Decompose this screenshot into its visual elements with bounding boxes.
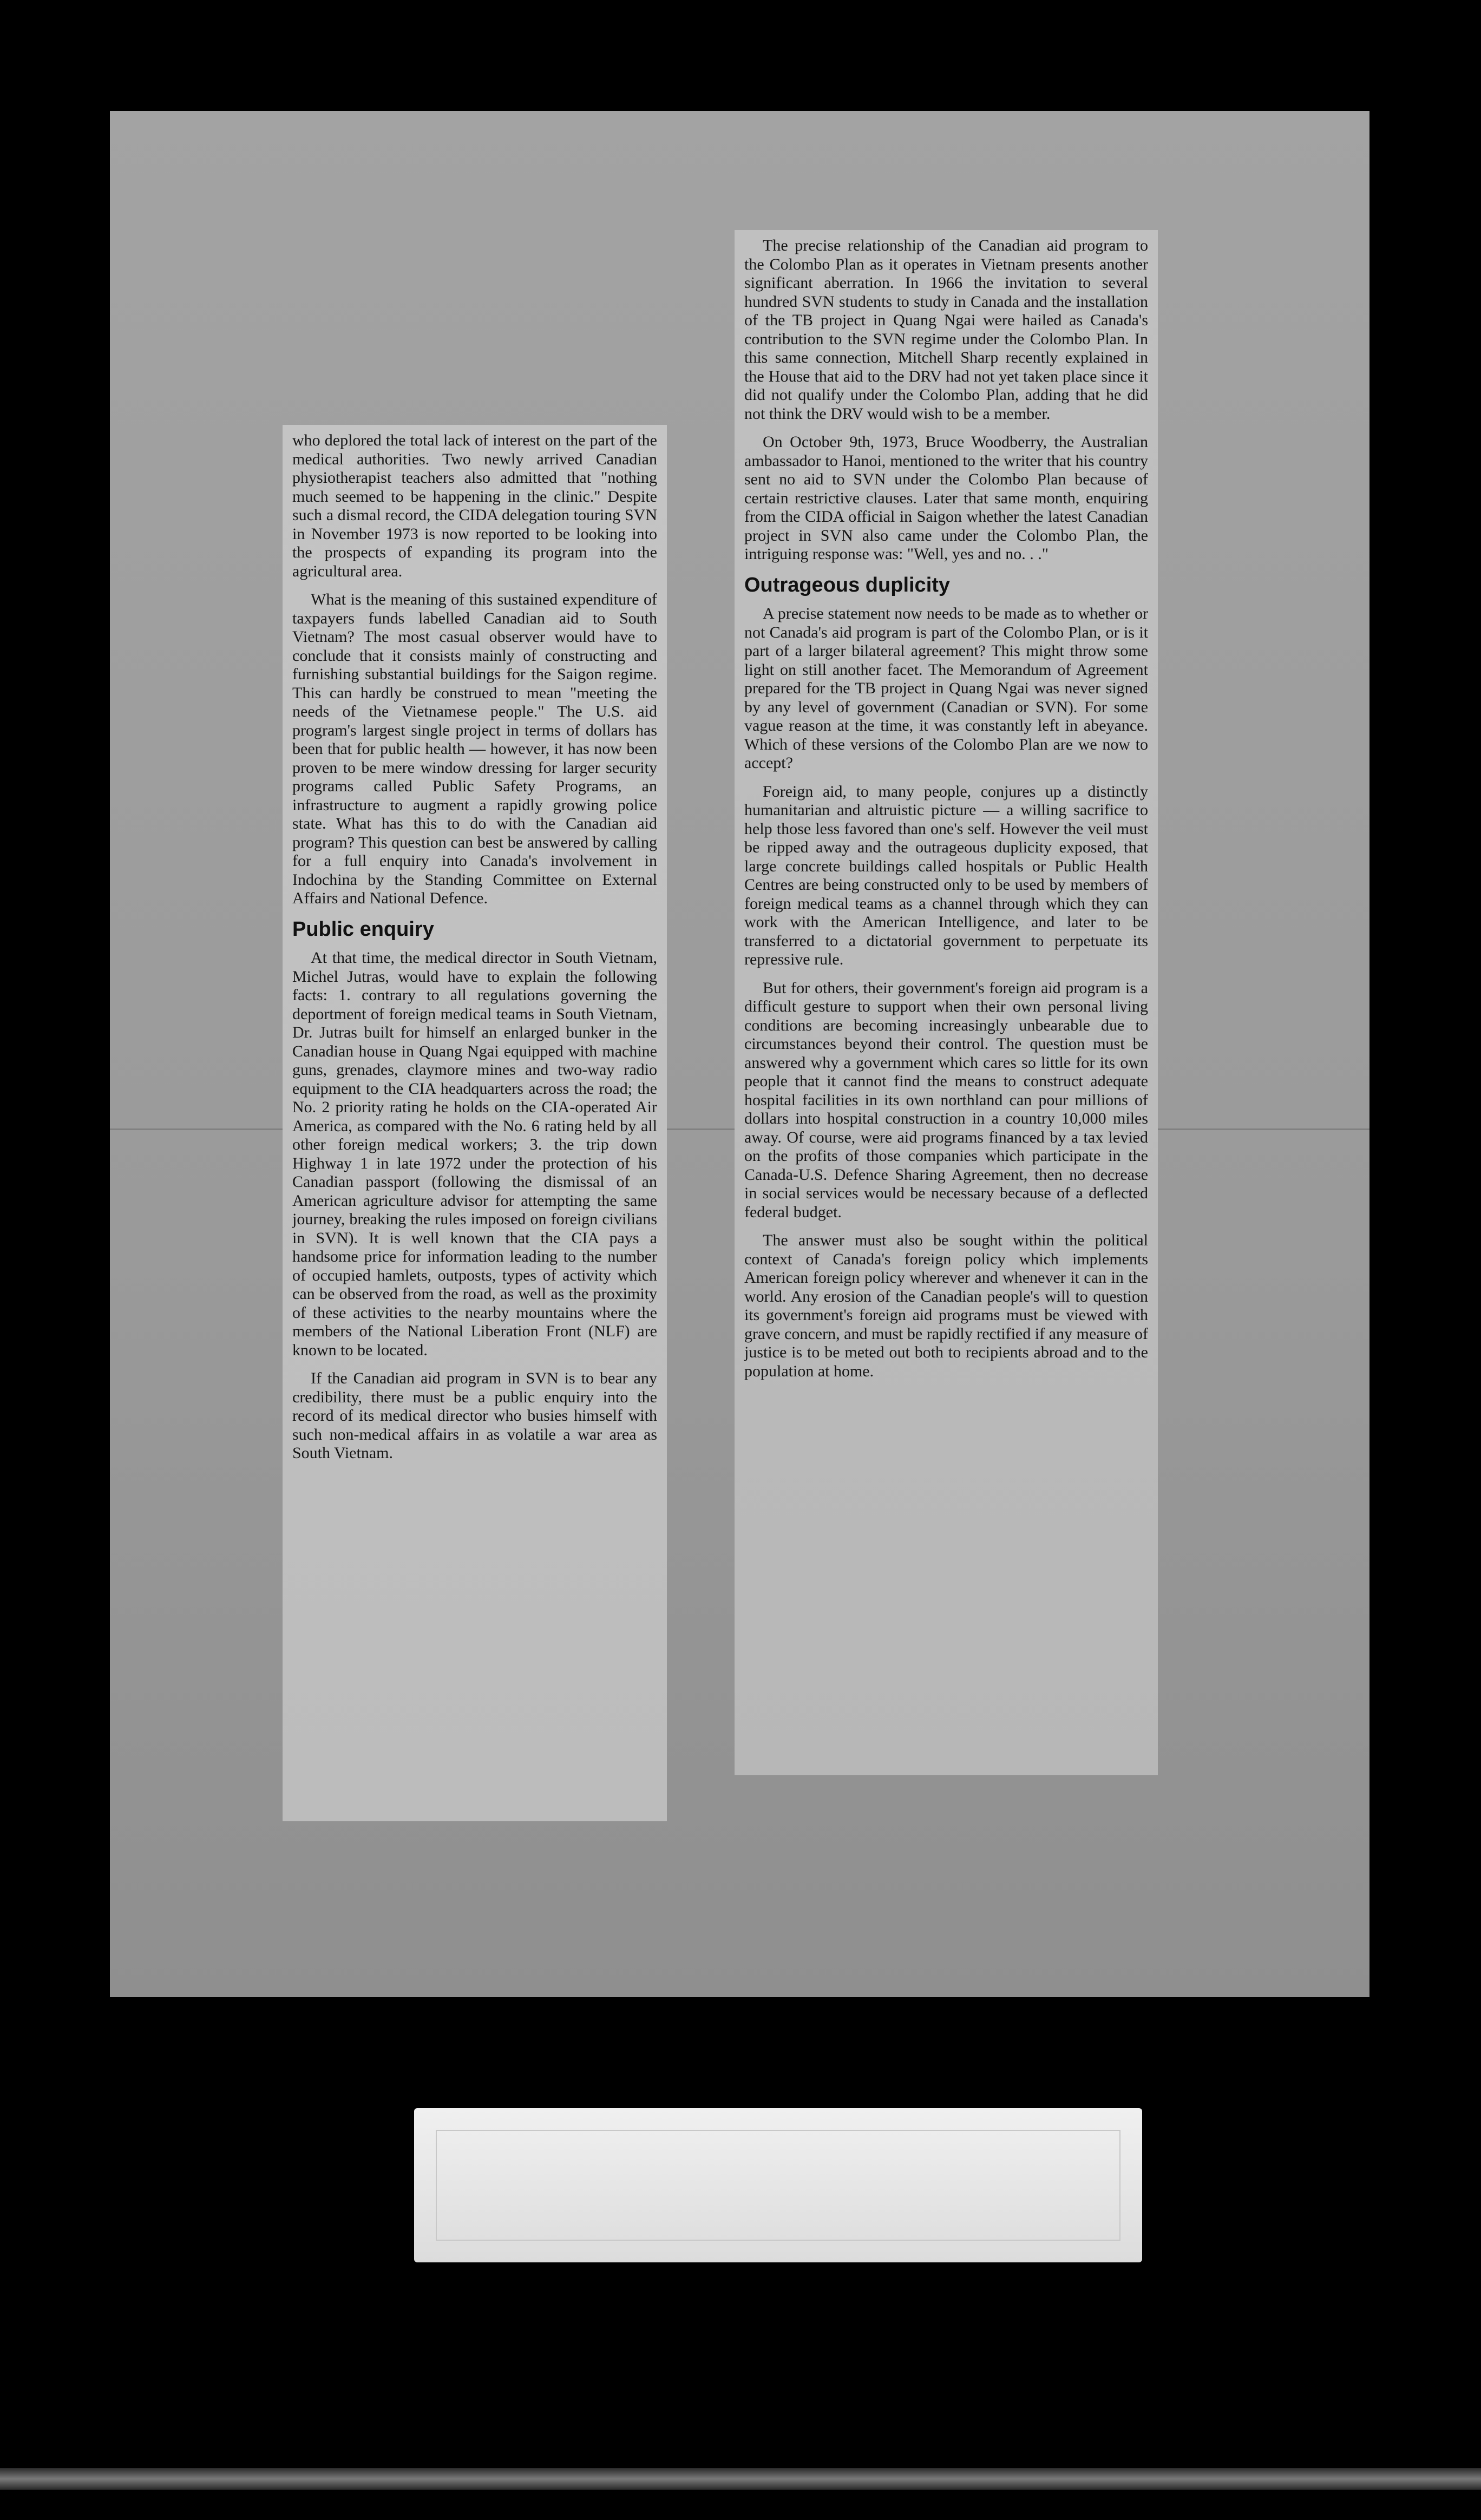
right-paragraph-6: The answer must also be sought within the political context of Canada's foreign policy which implements American foreign policy wherever and whenever it can in the world. Any erosion of the Canadian people's will to question its government's foreign aid programs must be viewed with grave concern, and must be rapidly rectified if any measure of justice is to be meted out both to recipients abroad and to the population at home. (744, 1231, 1148, 1380)
left-paragraph-3: At that time, the medical director in South Vietnam, Michel Jutras, would have to explain the following facts: 1. contrary to all regulations governing the deportment of foreign medical teams in South Vietnam, Dr. Jutras built for himself an enlarged bunker in the Canadian house in Quang Ngai equipped with machine guns, grenades, claymore mines and two-way radio equipment to the CIA headquarters across the road; the No. 2 priority rating he holds on the CIA-operated Air America, as compared with the No. 6 rating held by all other foreign medical workers; 3. the trip down Highway 1 in late 1972 under the protection of his Canadian passport (following the dismissal of an American agriculture advisor for attempting the same journey, breaking the rules imposed on foreign civilians in SVN). It is well known that the CIA pays a handsome price for information leading to the number of occupied hamlets, outposts, types of activity which can be observed from the road, as well as the proximity of these activities to the nearby mountains where the members of the National Liberation Front (NLF) are known to be located. (292, 949, 657, 1359)
left-paragraph-1: who deplored the total lack of interest on the part of the medical authorities. Two newly arrived Canadian physiotherapist teachers also admitted that "nothing much seemed to be happening in the clinic." Despite such a dismal record, the CIDA delegation touring SVN in November 1973 is now reported to be looking into the prospects of expanding its program into the agricultural area. (292, 431, 657, 580)
right-paragraph-1: The precise relationship of the Canadian aid program to the Colombo Plan as it operates in Vietnam presents another significant aberration. In 1966 the invitation to several hundred SVN students to study in Canada and the installation of the TB project in Quang Ngai were hailed as Canada's contribution to the SVN regime under the Colombo Plan. In this same connection, Mitchell Sharp recently explained in the House that aid to the DRV had not yet taken place since it did not qualify under the Colombo Plan, adding that he did not think the DRV would wish to be a member. (744, 237, 1148, 423)
outrageous-duplicity-heading: Outrageous duplicity (744, 573, 951, 596)
left-paragraph-2: What is the meaning of this sustained expenditure of taxpayers funds labelled Canadian aid to South Vietnam? The most casual observer would have to conclude that it consists mainly of constructing and furnishing substantial buildings for the Saigon regime. This can hardly be construed to mean "meeting the needs of the Vietnamese people." The U.S. aid program's largest single project in terms of dollars has been that for public health — however, it has now been proven to be mere window dressing for larger security programs called Public Safety Programs, an infrastructure to augment a rapidly growing police state. What has this to do with the Canadian aid program? This question can best be answered by calling for a full enquiry into Canada's involvement in Indochina by the Standing Committee on External Affairs and National Defence. (292, 590, 657, 907)
right-paragraph-5: But for others, their government's foreign aid program is a difficult gesture to support when their own personal living conditions are becoming increasingly unbearable due to circumstances beyond their control. The question must be answered why a government which cares so little for its own people that it cannot find the means to construct adequate hospital facilities in its own northland can pour millions of dollars into hospital construction in a country 10,000 miles away. Of course, were aid programs financed by a tax levied on the profits of those companies which participate in the Canada-U.S. Defence Sharing Agreement, then no decrease in social services would be necessary because of a deflected federal budget. (744, 979, 1148, 1221)
right-paragraph-4: Foreign aid, to many people, conjures up a distinctly humanitarian and altruistic picture — a willing sacrifice to help those less favored than one's self. However the veil must be ripped away and the outrageous duplicity exposed, that large concrete buildings called hospitals or Public Health Centres are being constructed only to be used by members of foreign medical teams as a channel through which they can work with the American Intelligence, and later to be transferred to a dictatorial government to perpetuate its repressive rule. (744, 782, 1148, 969)
public-enquiry-heading: Public enquiry (292, 917, 434, 941)
newspaper-clipping-left (283, 425, 667, 1821)
newspaper-clipping-right (735, 230, 1158, 1775)
envelope-window (436, 2130, 1120, 2241)
right-paragraph-2: On October 9th, 1973, Bruce Woodberry, the Australian ambassador to Hanoi, mentioned to the writer that his country sent no aid to SVN under the Colombo Plan because of certain restrictive clauses. Later that same month, enquiring from the CIDA official in Saigon whether the latest Canadian project in SVN also came under the Colombo Plan, the intriguing response was: "Well, yes and no. . ." (744, 433, 1148, 563)
left-paragraph-4: If the Canadian aid program in SVN is to bear any credibility, there must be a public enquiry into the record of its medical director who busies himself with such non-medical affairs in as volatile a war area as South Vietnam. (292, 1369, 657, 1462)
envelope (414, 2108, 1142, 2262)
right-paragraph-3: A precise statement now needs to be made as to whether or not Canada's aid program is part of the Colombo Plan, or is it part of a larger bilateral agreement? This might throw some light on still another facet. The Memorandum of Agreement prepared for the TB project in Quang Ngai was never signed by any level of government (Canadian or SVN). For some vague reason at the time, it was constantly left in abeyance. Which of these versions of the Colombo Plan are we now to accept? (744, 605, 1148, 772)
scanner-edge-strip (0, 2468, 1481, 2490)
